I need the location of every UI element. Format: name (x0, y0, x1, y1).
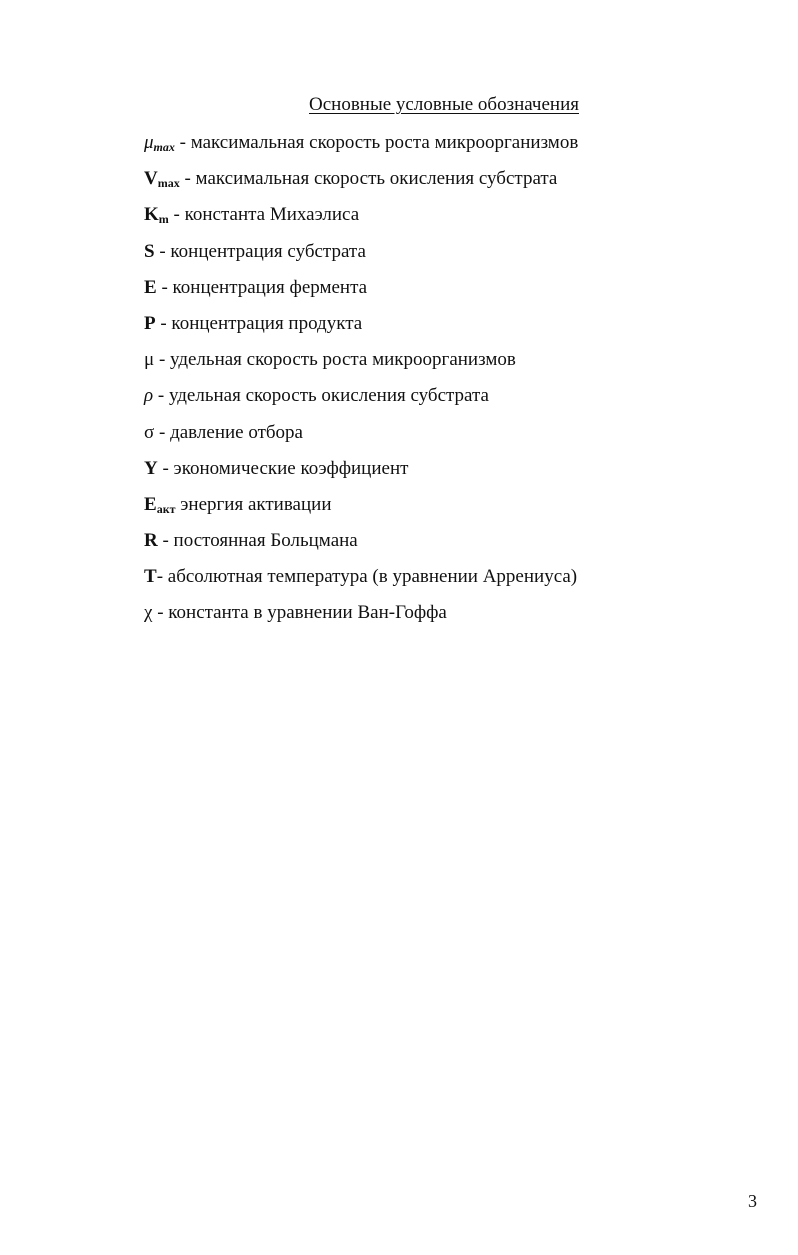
notation-description: - максимальная скорость окисления субстрата (179, 168, 558, 190)
notation-subscript: max (157, 176, 180, 191)
notation-item-y (144, 456, 764, 492)
notation-symbol: σ (144, 421, 155, 443)
notation-item-r (144, 528, 764, 564)
notation-symbol: S (144, 240, 155, 262)
notation-subscript: max (153, 140, 175, 154)
notation-symbol: μ (144, 349, 155, 371)
notation-item-chi (144, 600, 764, 636)
notation-item-t (144, 564, 764, 600)
notation-description: - концентрация субстрата (154, 240, 366, 262)
notation-symbol: Y (144, 457, 158, 479)
notation-description: - абсолютная температура (в уравнении Аррениуса) (156, 566, 578, 588)
notation-description: - удельная скорость окисления субстрата (153, 385, 489, 407)
notation-symbol: T (144, 566, 157, 588)
notation-symbol: P (144, 312, 156, 334)
notation-symbol: E (144, 493, 157, 515)
notation-symbol: V (144, 168, 158, 190)
notation-item-k-m (144, 202, 764, 238)
notation-description: - постоянная Больцмана (157, 530, 358, 552)
notation-symbol: E (144, 276, 157, 298)
notation-item-e-act (144, 492, 764, 528)
notation-item-rho (144, 383, 764, 419)
notation-description: - максимальная скорость роста микроорганизмов (174, 132, 579, 153)
notation-subscript: m (158, 212, 169, 227)
notation-list (144, 130, 764, 637)
notation-symbol: ρ (144, 385, 154, 407)
notation-description: - константа в уравнении Ван-Гоффа (152, 602, 447, 624)
notation-description: - давление отбора (154, 421, 303, 443)
heading-text: Основные условные обозначения (309, 94, 579, 115)
notation-description: - экономические коэффициент (157, 457, 409, 479)
page-number: 3 (748, 1191, 757, 1211)
section-heading (0, 93, 798, 117)
notation-item-e (144, 275, 764, 311)
notation-description: - концентрация продукта (155, 312, 363, 334)
notation-description: энергия активации (175, 493, 332, 515)
notation-item-p (144, 311, 764, 347)
notation-item-mu-max (144, 130, 764, 166)
notation-description: - концентрация фермента (156, 276, 368, 298)
notation-subscript: акт (156, 501, 176, 516)
notation-symbol: R (144, 530, 158, 552)
notation-symbol: χ (144, 602, 153, 624)
notation-item-sigma (144, 420, 764, 456)
notation-item-mu (144, 347, 764, 383)
notation-description: - константа Михаэлиса (168, 204, 360, 226)
notation-symbol: K (144, 204, 159, 226)
notation-item-s (144, 239, 764, 275)
notation-symbol: μ (144, 132, 154, 153)
notation-description: - удельная скорость роста микроорганизмов (154, 349, 516, 371)
notation-item-v-max (144, 166, 764, 202)
